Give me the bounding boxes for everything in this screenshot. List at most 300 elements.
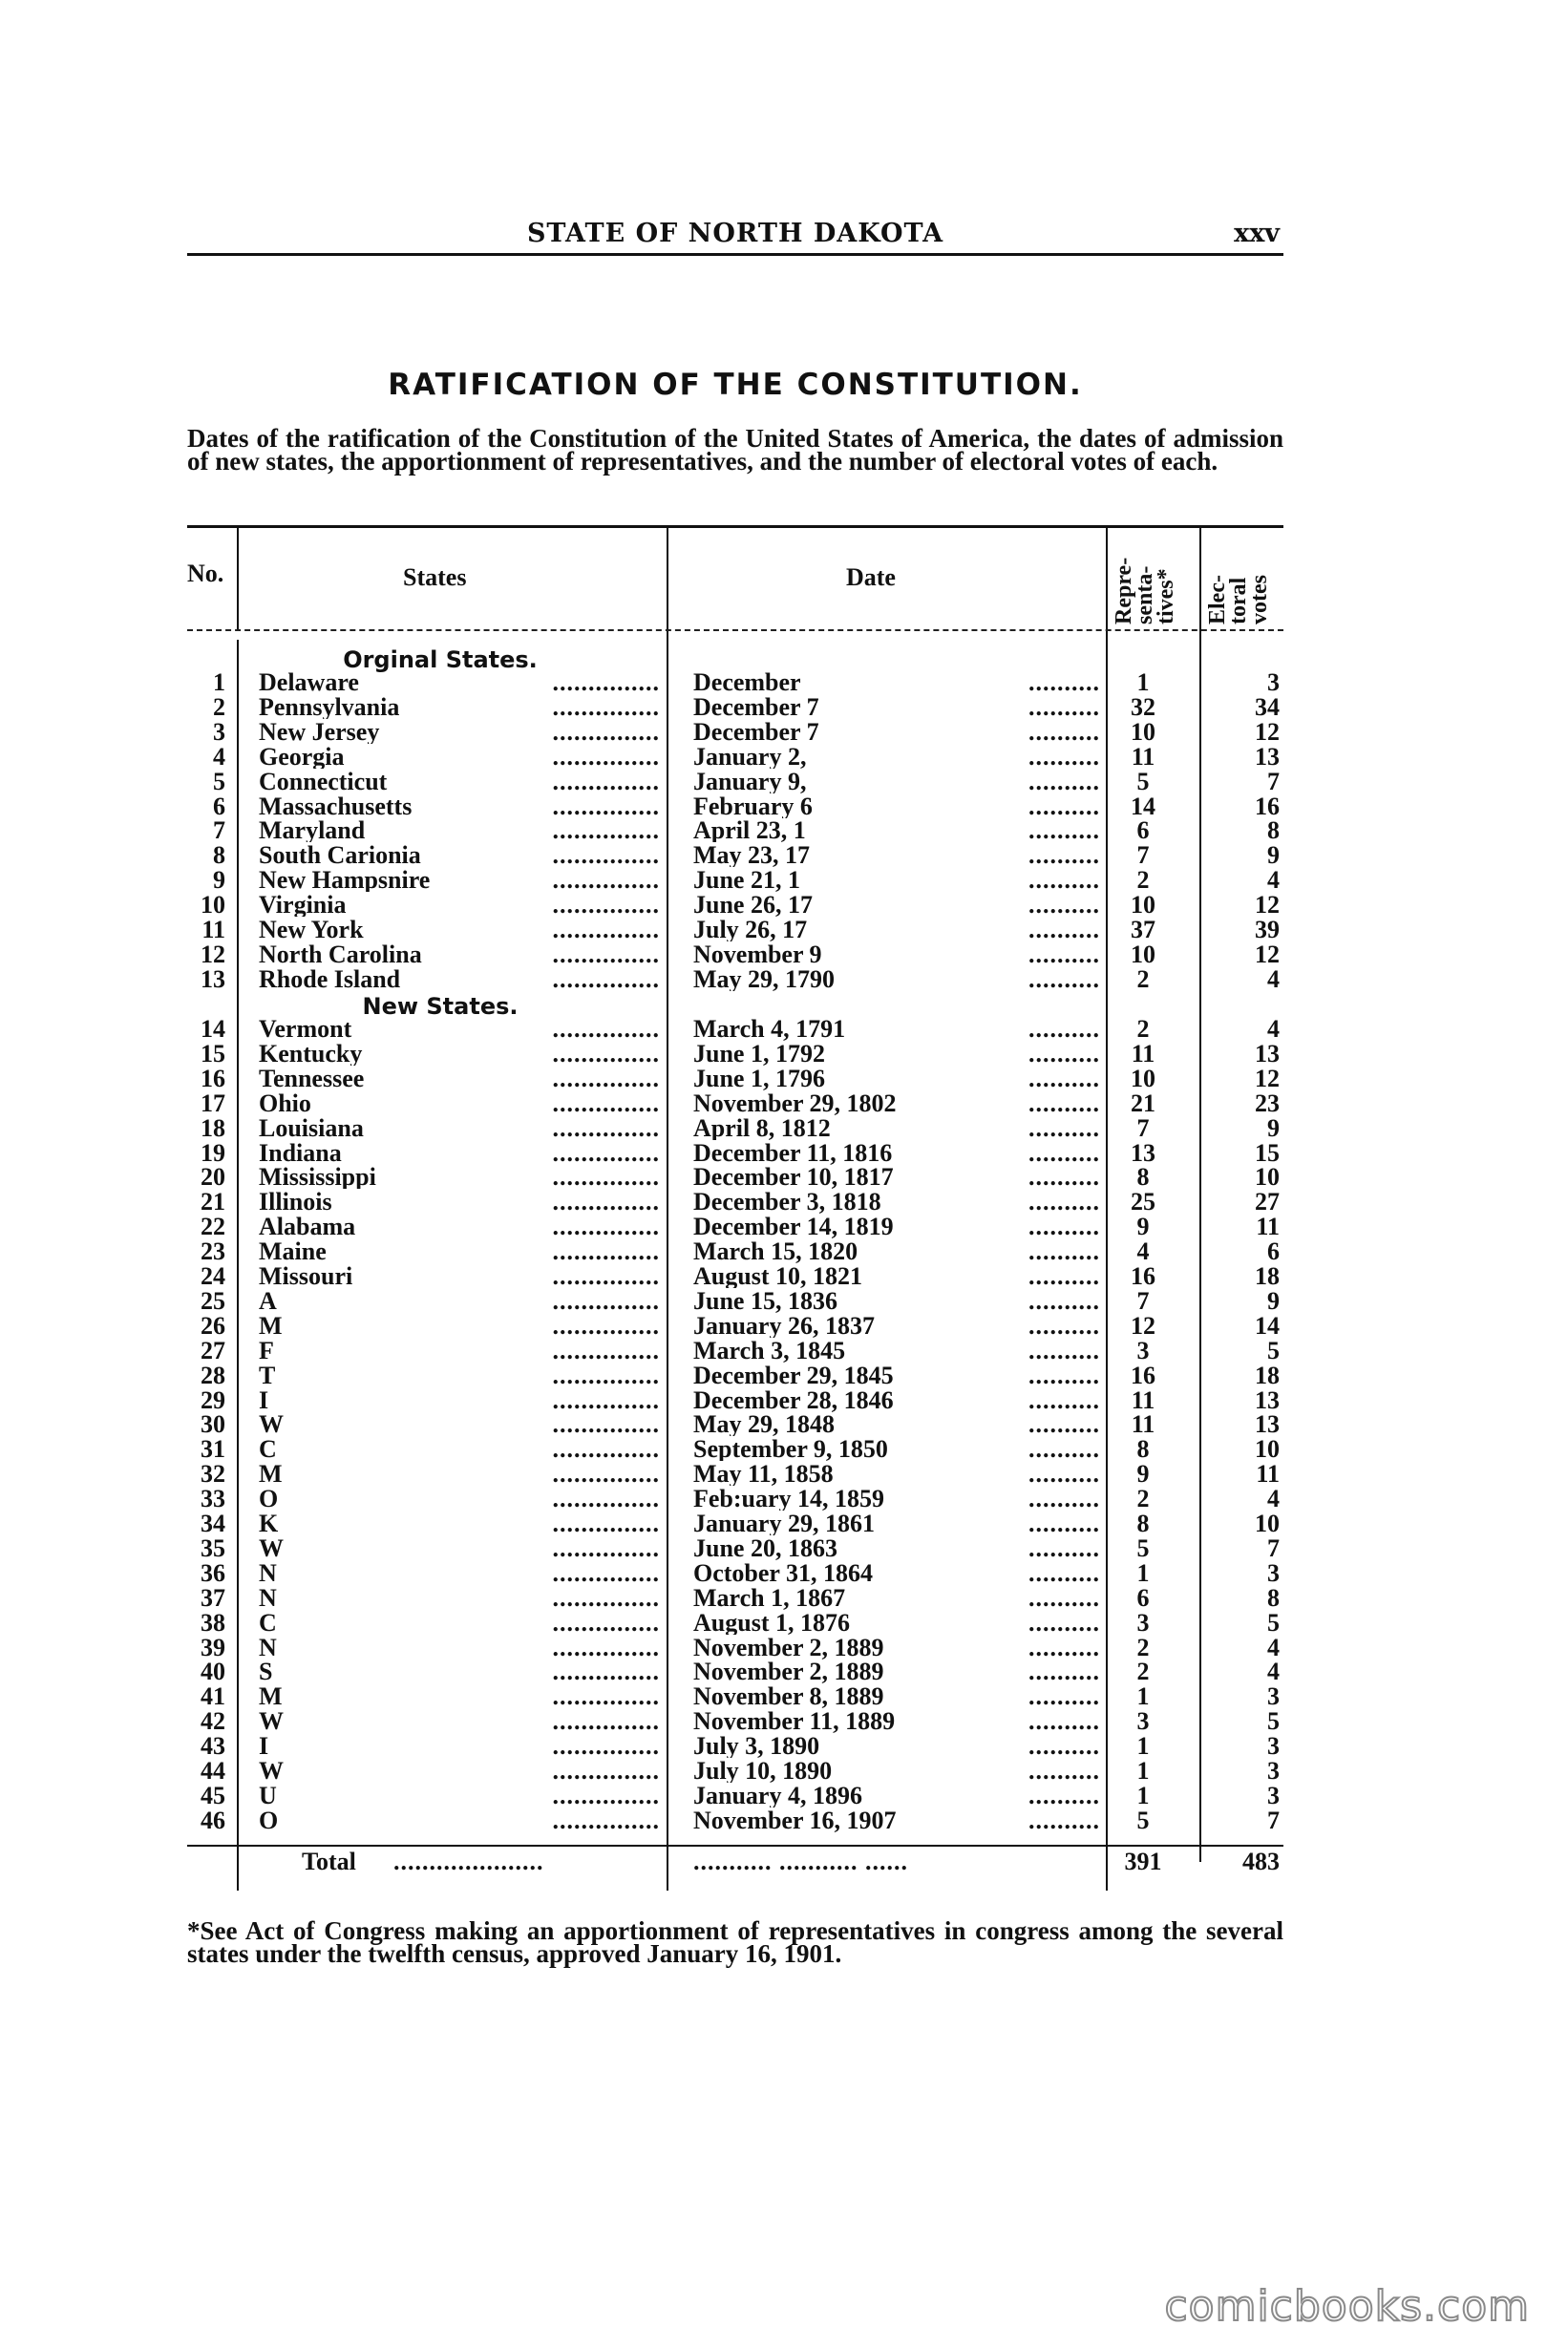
table-row	[187, 1608, 1283, 1637]
representatives-value: 2	[1136, 866, 1150, 895]
date-value: March 15, 1820	[693, 1239, 858, 1264]
row-number: 38	[201, 1608, 225, 1637]
table-row	[187, 1759, 1283, 1783]
table-row	[187, 717, 1283, 746]
dot-leader: ...............	[552, 1041, 660, 1066]
dot-leader: ..........	[1028, 818, 1100, 843]
state-cell	[259, 1512, 660, 1535]
representatives-value: 5	[1136, 1806, 1150, 1834]
electoral-votes-value: 4	[1267, 866, 1280, 895]
row-number: 39	[201, 1633, 225, 1661]
date-cell	[693, 1536, 1100, 1560]
dot-leader: ..........	[1028, 1140, 1100, 1165]
state-name: O	[259, 1808, 279, 1832]
state-name: N	[259, 1560, 277, 1585]
representatives-value: 16	[1131, 1361, 1155, 1389]
state-cell	[259, 1734, 660, 1758]
state-cell	[259, 1561, 660, 1585]
date-cell	[693, 868, 1100, 892]
date-value: December 7	[693, 694, 819, 719]
state-cell	[259, 1364, 660, 1387]
dot-leader: ...............	[552, 1115, 660, 1140]
date-value: June 1, 1796	[693, 1066, 825, 1090]
page-number: xxv	[1234, 219, 1280, 248]
electoral-votes-value: 13	[1255, 1385, 1280, 1414]
table-row	[187, 841, 1283, 870]
electoral-votes-value: 4	[1267, 1485, 1280, 1513]
header-electoral-votes: Elec-toral votes	[1205, 575, 1272, 624]
representatives-value: 1	[1136, 1682, 1150, 1711]
table-row	[187, 1113, 1283, 1142]
table-row	[187, 1512, 1283, 1535]
table-row	[187, 1385, 1283, 1414]
state-cell	[259, 1487, 660, 1511]
row-number: 46	[201, 1806, 225, 1834]
dot-leader: ...............	[552, 1759, 660, 1783]
electoral-votes-value: 4	[1267, 1658, 1280, 1686]
dot-leader: ..........	[1028, 1165, 1100, 1190]
state-cell	[259, 1091, 660, 1115]
electoral-votes-value: 4	[1267, 1633, 1280, 1661]
dot-leader: ...............	[552, 818, 660, 843]
dot-leader: ..........	[1028, 1684, 1100, 1709]
dot-leader: ...............	[552, 1387, 660, 1412]
state-name: Connecticut	[259, 769, 388, 793]
dot-leader: ..........	[1028, 1759, 1100, 1783]
table-row	[187, 1213, 1283, 1241]
electoral-votes-value: 5	[1267, 1336, 1280, 1364]
row-number: 10	[201, 891, 225, 920]
footnote: *See Act of Congress making an apportionment of representatives in congress among the several states under the twelfth census, approved January 16, 1901.	[187, 1916, 1283, 1968]
date-cell	[693, 1709, 1100, 1733]
dot-leader: ..........	[1028, 1066, 1100, 1090]
state-cell	[259, 1636, 660, 1660]
date-cell	[693, 967, 1100, 991]
representatives-value: 2	[1136, 1485, 1150, 1513]
table-row	[187, 1410, 1283, 1439]
state-cell	[259, 1536, 660, 1560]
row-number: 12	[201, 940, 225, 968]
dot-leader: ..........	[1028, 1487, 1100, 1512]
dot-leader: ..........	[1028, 1808, 1100, 1832]
state-cell	[259, 695, 660, 719]
date-value: June 15, 1836	[693, 1288, 837, 1313]
state-cell	[259, 1042, 660, 1066]
state-cell	[259, 1462, 660, 1486]
row-number: 7	[213, 816, 225, 845]
state-cell	[259, 1759, 660, 1783]
electoral-votes-value: 12	[1255, 1064, 1280, 1092]
representatives-value: 11	[1131, 1410, 1155, 1439]
dot-leader: ..........	[1028, 1363, 1100, 1387]
row-number: 36	[201, 1558, 225, 1587]
electoral-votes-value: 3	[1267, 1757, 1280, 1785]
dot-leader: ..........	[1028, 1412, 1100, 1437]
date-value: December 11, 1816	[693, 1140, 893, 1165]
state-cell	[259, 918, 660, 941]
dot-leader: ...............	[552, 1487, 660, 1512]
dot-leader: ...............	[552, 1635, 660, 1660]
representatives-value: 7	[1136, 1113, 1150, 1142]
date-value: April 8, 1812	[693, 1115, 831, 1140]
table-row	[187, 1460, 1283, 1489]
group-label-original: Orginal States.	[343, 646, 538, 673]
dot-leader: ..........	[1028, 918, 1100, 941]
representatives-value: 21	[1131, 1089, 1155, 1117]
dot-leader: ..........	[1028, 1635, 1100, 1660]
representatives-value: 16	[1131, 1262, 1155, 1290]
dot-leader: ...............	[552, 941, 660, 966]
representatives-value: 1	[1136, 668, 1150, 696]
representatives-value: 12	[1131, 1311, 1155, 1340]
row-number: 2	[213, 692, 225, 721]
dot-leader: ...............	[552, 1190, 660, 1215]
state-cell	[259, 1067, 660, 1090]
state-name: Maryland	[259, 818, 366, 843]
row-number: 42	[201, 1707, 225, 1736]
running-title: STATE OF NORTH DAKOTA	[526, 219, 944, 248]
table-row	[187, 816, 1283, 845]
header-date: Date	[846, 563, 896, 591]
table-row	[187, 1732, 1283, 1761]
table-row	[187, 1707, 1283, 1736]
date-value: January 29, 1861	[693, 1512, 875, 1535]
state-cell	[259, 1215, 660, 1238]
representatives-value: 11	[1131, 1385, 1155, 1414]
row-number: 22	[201, 1213, 225, 1241]
date-value: March 3, 1845	[693, 1338, 846, 1363]
table-row	[187, 1533, 1283, 1562]
state-cell	[259, 1165, 660, 1189]
state-cell	[259, 670, 660, 694]
state-name: North Carolina	[259, 941, 422, 966]
date-value: November 16, 1907	[693, 1808, 897, 1832]
state-cell	[259, 1388, 660, 1412]
representatives-value: 2	[1136, 1658, 1150, 1686]
date-cell	[693, 1091, 1100, 1115]
row-number: 41	[201, 1682, 225, 1711]
representatives-value: 1	[1136, 1732, 1150, 1761]
date-cell	[693, 918, 1100, 941]
date-cell	[693, 695, 1100, 719]
representatives-value: 37	[1131, 916, 1155, 943]
dot-leader: ...............	[552, 1066, 660, 1090]
dot-leader: ..........	[1028, 1090, 1100, 1115]
date-cell	[693, 1808, 1100, 1832]
table-row	[187, 1091, 1283, 1115]
state-name: C	[259, 1610, 277, 1635]
table-row	[187, 1237, 1283, 1266]
electoral-votes-value: 12	[1255, 891, 1280, 920]
dot-leader: ..........	[1028, 1215, 1100, 1239]
row-number: 16	[201, 1064, 225, 1092]
dot-leader: ...............	[552, 1140, 660, 1165]
state-cell	[259, 1314, 660, 1338]
date-cell	[693, 745, 1100, 769]
electoral-votes-value: 7	[1267, 1533, 1280, 1562]
state-name: Alabama	[259, 1215, 356, 1239]
dot-leader: ..........	[1028, 1190, 1100, 1215]
dot-leader: ...............	[552, 1512, 660, 1535]
state-name: Tennessee	[259, 1066, 365, 1090]
representatives-value: 7	[1136, 1286, 1150, 1315]
table-row	[187, 1190, 1283, 1214]
date-cell	[693, 1017, 1100, 1041]
state-name: Rhode Island	[259, 966, 401, 991]
row-number: 25	[201, 1286, 225, 1315]
state-cell	[259, 720, 660, 744]
dot-leader: ...............	[552, 1535, 660, 1560]
date-value: March 1, 1867	[693, 1585, 846, 1610]
electoral-votes-value: 4	[1267, 964, 1280, 993]
date-cell	[693, 1684, 1100, 1708]
date-cell	[693, 1289, 1100, 1313]
representatives-value: 7	[1136, 841, 1150, 870]
table-row	[187, 1682, 1283, 1711]
date-cell	[693, 1141, 1100, 1165]
dot-leader: ...............	[552, 868, 660, 893]
table-row	[187, 1138, 1283, 1167]
table-row	[187, 767, 1283, 795]
electoral-votes-value: 3	[1267, 1558, 1280, 1587]
total-label: Total	[302, 1848, 356, 1875]
row-number: 28	[201, 1361, 225, 1389]
state-name: K	[259, 1512, 279, 1535]
dot-leader: ...............	[552, 1783, 660, 1808]
row-number: 20	[201, 1163, 225, 1192]
dot-leader: ..........	[1028, 1017, 1100, 1041]
date-value: January 2,	[693, 744, 807, 769]
table-row	[187, 918, 1283, 941]
row-number: 30	[201, 1410, 225, 1439]
date-cell	[693, 893, 1100, 917]
dot-leader: ...............	[552, 1709, 660, 1734]
intro-paragraph: Dates of the ratification of the Constitution of the United States of America, the dates of admission of new states, the apportionment of representatives, and the number of electoral votes of each.	[187, 424, 1283, 476]
electoral-votes-value: 5	[1267, 1608, 1280, 1637]
electoral-votes-value: 7	[1267, 767, 1280, 795]
state-cell	[259, 967, 660, 991]
state-cell	[259, 1808, 660, 1832]
table-row	[187, 1163, 1283, 1192]
dot-leader: ...............	[552, 1264, 660, 1288]
watermark: comicbooks.com	[1164, 2282, 1530, 2331]
group-label-new: New States.	[362, 993, 519, 1020]
dot-leader: ..........	[1028, 694, 1100, 719]
page-title: RATIFICATION OF THE CONSTITUTION.	[388, 368, 1083, 402]
representatives-value: 3	[1136, 1608, 1150, 1637]
representatives-value: 8	[1136, 1163, 1150, 1192]
total-electoral-votes: 483	[1242, 1848, 1280, 1875]
dot-leader: ..........	[1028, 1535, 1100, 1560]
date-value: January 4, 1896	[693, 1783, 862, 1808]
dot-leader: ..........	[1028, 1239, 1100, 1264]
state-name: M	[259, 1462, 283, 1487]
state-name: Georgia	[259, 744, 345, 769]
date-cell	[693, 770, 1100, 793]
representatives-value: 11	[1131, 1039, 1155, 1068]
representatives-value: 2	[1136, 1633, 1150, 1661]
table-row	[187, 1311, 1283, 1340]
state-name: F	[259, 1338, 274, 1363]
row-number: 24	[201, 1262, 225, 1290]
state-name: U	[259, 1783, 277, 1808]
date-value: December 7	[693, 719, 819, 744]
electoral-votes-value: 18	[1255, 1361, 1280, 1389]
table-row	[187, 942, 1283, 966]
header-no: No.	[187, 560, 224, 587]
dot-leader: ..........	[1028, 941, 1100, 966]
date-cell	[693, 1116, 1100, 1140]
electoral-votes-value: 5	[1267, 1707, 1280, 1736]
state-name: Missouri	[259, 1264, 353, 1288]
electoral-votes-value: 12	[1255, 717, 1280, 746]
row-number: 31	[201, 1435, 225, 1464]
date-cell	[693, 1437, 1100, 1461]
state-name: New Hampsnire	[259, 868, 431, 893]
dot-leader: ...............	[552, 1165, 660, 1190]
table-row	[187, 670, 1283, 694]
state-name: S	[259, 1660, 273, 1684]
ratification-table	[187, 525, 1283, 1892]
row-number: 26	[201, 1311, 225, 1340]
state-name: T	[259, 1363, 276, 1387]
state-cell	[259, 1437, 660, 1461]
date-cell	[693, 1239, 1100, 1263]
row-number: 3	[213, 717, 225, 746]
representatives-value: 13	[1131, 1138, 1155, 1167]
dot-leader: ...............	[552, 769, 660, 793]
state-name: Vermont	[259, 1017, 352, 1041]
dot-leader: ...............	[552, 966, 660, 991]
date-cell	[693, 1215, 1100, 1238]
dot-leader: ..........	[1028, 1115, 1100, 1140]
row-number: 8	[213, 841, 225, 870]
representatives-value: 2	[1136, 964, 1150, 993]
dot-leader: ..........	[1028, 1512, 1100, 1535]
state-cell	[259, 1239, 660, 1263]
state-cell	[259, 1339, 660, 1363]
dot-leader: ...............	[552, 893, 660, 918]
date-value: November 2, 1889	[693, 1635, 884, 1660]
representatives-value: 6	[1136, 816, 1150, 845]
dot-leader: ..........	[1028, 1734, 1100, 1759]
row-number: 27	[201, 1336, 225, 1364]
table-row	[187, 794, 1283, 818]
running-header	[187, 215, 1283, 256]
table-row	[187, 964, 1283, 993]
electoral-votes-value: 9	[1267, 1113, 1280, 1142]
dot-leader: ..........	[1028, 966, 1100, 991]
state-name: W	[259, 1709, 284, 1734]
electoral-votes-value: 9	[1267, 1286, 1280, 1315]
state-cell	[259, 868, 660, 892]
dot-leader: ..........	[1028, 1387, 1100, 1412]
representatives-value: 9	[1136, 1460, 1150, 1489]
date-cell	[693, 1190, 1100, 1214]
row-number: 18	[201, 1113, 225, 1142]
electoral-votes-value: 18	[1255, 1262, 1280, 1290]
header-representatives: Repre-senta-tives*	[1112, 557, 1178, 624]
date-value: March 4, 1791	[693, 1017, 846, 1041]
table-row	[187, 1633, 1283, 1661]
date-cell	[693, 1561, 1100, 1585]
row-number: 23	[201, 1237, 225, 1266]
dot-leader: ...............	[552, 1462, 660, 1487]
date-cell	[693, 1412, 1100, 1436]
state-name: C	[259, 1437, 277, 1462]
state-cell	[259, 1412, 660, 1436]
dot-leader: ...............	[552, 1363, 660, 1387]
dot-leader: ..........	[1028, 868, 1100, 893]
table-row	[187, 1583, 1283, 1612]
date-cell	[693, 1487, 1100, 1511]
date-value: December 29, 1845	[693, 1363, 894, 1387]
row-number: 14	[201, 1015, 225, 1043]
date-cell	[693, 1734, 1100, 1758]
state-cell	[259, 1017, 660, 1041]
date-cell	[693, 1636, 1100, 1660]
representatives-value: 5	[1136, 1533, 1150, 1562]
dot-leader: ...............	[552, 744, 660, 769]
electoral-votes-value: 7	[1267, 1806, 1280, 1834]
table-row	[187, 1017, 1283, 1041]
representatives-value: 10	[1131, 1064, 1155, 1092]
state-cell	[259, 1611, 660, 1635]
row-number: 6	[213, 792, 225, 820]
electoral-votes-value: 3	[1267, 1682, 1280, 1711]
state-cell	[259, 1289, 660, 1313]
representatives-value: 2	[1136, 1015, 1150, 1043]
representatives-value: 5	[1136, 767, 1150, 795]
date-cell	[693, 1339, 1100, 1363]
row-number: 45	[201, 1781, 225, 1809]
dot-leader: ..........	[1028, 1610, 1100, 1635]
state-name: Delaware	[259, 670, 359, 694]
date-cell	[693, 1660, 1100, 1683]
date-value: June 1, 1792	[693, 1041, 825, 1066]
state-cell	[259, 794, 660, 818]
table-top-rule	[187, 525, 1283, 528]
state-cell	[259, 1190, 660, 1214]
representatives-value: 32	[1131, 692, 1155, 721]
representatives-value: 8	[1136, 1510, 1150, 1537]
state-cell	[259, 942, 660, 966]
date-value: May 29, 1790	[693, 966, 836, 991]
electoral-votes-value: 13	[1255, 1039, 1280, 1068]
row-number: 34	[201, 1510, 225, 1537]
date-value: February 6	[693, 793, 813, 818]
state-cell	[259, 1784, 660, 1808]
dot-leader: ...............	[552, 1239, 660, 1264]
state-cell	[259, 818, 660, 842]
header-states: States	[403, 563, 467, 591]
dot-leader: ...............	[552, 1585, 660, 1610]
representatives-value: 1	[1136, 1558, 1150, 1587]
state-name: W	[259, 1535, 284, 1560]
state-cell	[259, 1141, 660, 1165]
dot-leader: ...............	[552, 793, 660, 818]
dot-leader: ...............	[552, 1610, 660, 1635]
state-name: W	[259, 1759, 284, 1783]
row-number: 33	[201, 1485, 225, 1513]
dot-leader: ..........	[1028, 1462, 1100, 1487]
dot-leader: ..........	[1028, 1709, 1100, 1734]
date-cell	[693, 1611, 1100, 1635]
representatives-value: 8	[1136, 1435, 1150, 1464]
dot-leader: ...............	[552, 670, 660, 694]
table-row	[187, 1781, 1283, 1809]
dot-leader: ...............	[552, 1338, 660, 1363]
